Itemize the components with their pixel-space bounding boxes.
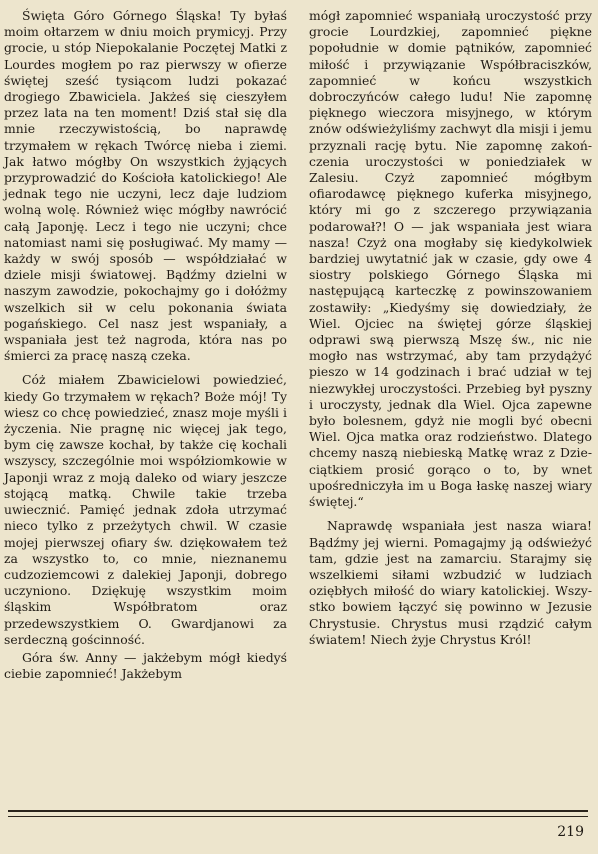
left-column: [4, 8, 287, 813]
paragraph: mógł zapomnieć wspaniałą uroczystość przy grocie Lourdzkiej, zapomnieć piękne popołudnie w domie pątników, zapomnieć miłość i przywiązanie Współbraciszków, zapomnieć w końcu wszystkich dobroczyńców całego ludu! Nie zapomnę pięknego wieczora misyjnego, w którym znów odświeżyliśmy zachwyt dla misji i jemu przyznali rację bytu. Nie zapomnę zakończenia uroczystości w poniedziałek w Zalesiu. Czyż zapomnieć mógłbym ofiarodawcę pięknego kuferka misyjnego, który mi go z szczerego przywiązania podarował?! O — jak wspaniała jest wiara nasza! Czyż ona mogłaby się kiedykolwiek bardziej uwytatnić jak w czasie, gdy owe 4 siostry polskiego Górnego Śląska mi następującą karteczkę z powinszowaniem zostawiły: „Kiedyśmy się dowiedziały, że Wiel. Ojciec na świętej górze śląskiej odprawi swą pierwszą Mszę św., nic nie mogło nas wstrzymać, aby tam przydążyć pieszo w 14 godzinach i brać udział w tej niezwykłej uroczystości. Przebieg był pyszny i uroczysty, jednak dla Wiel. Ojca zapewne było bolesnem, gdyż nie mogli być obecni Wiel. Ojca matka oraz rodzieństwo. Dlatego chcemy naszą niebieską Matkę wraz z Dzieciątkiem prosić gorąco o to, by wnet upośredniczyła im u Boga łaskę naszej wiary świętej.“: [309, 8, 592, 510]
paragraph: Góra św. Anny — jakżebym mógł kiedyś ciebie zapomnieć! Jakżebym: [4, 649, 287, 682]
text-columns: [4, 8, 592, 813]
footer-rule: [8, 810, 588, 817]
right-column: [309, 8, 592, 813]
page-number: 219: [557, 824, 584, 840]
paragraph: Naprawdę wspaniała jest nasza wiara! Bądźmy jej wierni. Pomagajmy ją odświeżyć tam, gdzie jest na zamarciu. Starajmy się wszelkiemi siłami wzbudzić w ludziach oziębłych miłość do wiary katolickiej. Wszystko bowiem łączyć się powinno w Jezusie Chrystusie. Chrystus musi rządzić całym światem! Niech żyje Chrystus Król!: [309, 518, 592, 647]
paragraph: Cóż miałem Zbawicielowi powiedzieć, kiedy Go trzymałem w rękach? Boże mój! Ty wiesz co chcę powiedzieć, znasz moje myśli i życzenia. Nie pragnę nic więcej jak tego, bym cię zawsze kochał, by także cię kochali wszyscy, szczególnie moi współziomkowie w Japonji wraz z moją daleko od wiary jeszcze stojącą matką. Chwile takie trzeba uwiecznić. Pamięć jednak zdoła utrzymać nieco tylko z przeżytych chwil. W czasie mojej pierwszej ofiary św. dziękowałem też za wszystko to, co mnie, nieznanemu cudzoziemcowi z dalekiej Japonji, dobrego uczyniono. Dziękuję wszystkim moim śląskim Współbratom oraz przedewszystkiem O. Gwardjanowi za serdeczną gościnność.: [4, 372, 287, 647]
paragraph: Święta Góro Górnego Śląska! Ty byłaś moim ołtarzem w dniu moich prymicyj. Przy grocie, u stóp Niepokalanie Poczętej Matki z Lourdes mogłem po raz pierwszy w ofierze świętej sześć tysiącom ludzi pokazać drogiego Zbawiciela. Jakżeś się cieszyłem przez lata na ten moment! Dziś stał się dla mnie rzeczywistością, bo naprawdę trzymałem w rękach Twórcę nieba i ziemi. Jak łatwo mógłby On wszystkich żyjących przyprowadzić do Kościoła katolickiego! Ale jednak tego nie uczyni, lecz daje ludziom wolną wolę. Również więc mógłby nawrócić całą Japonję. Lecz i tego nie uczyni; chce natomiast nami się posługiwać. My mamy — każdy w swój sposób — współdziałać w dziele misji światowej. Bądźmy dzielni w naszym zawodzie, pokochajmy go i dołóżmy wszelkich sił w celu pokonania świata pogańskiego. Cel nasz jest wspaniały, a wspaniała jest też nagroda, która nas po śmierci za pracę naszą czeka.: [4, 8, 287, 364]
